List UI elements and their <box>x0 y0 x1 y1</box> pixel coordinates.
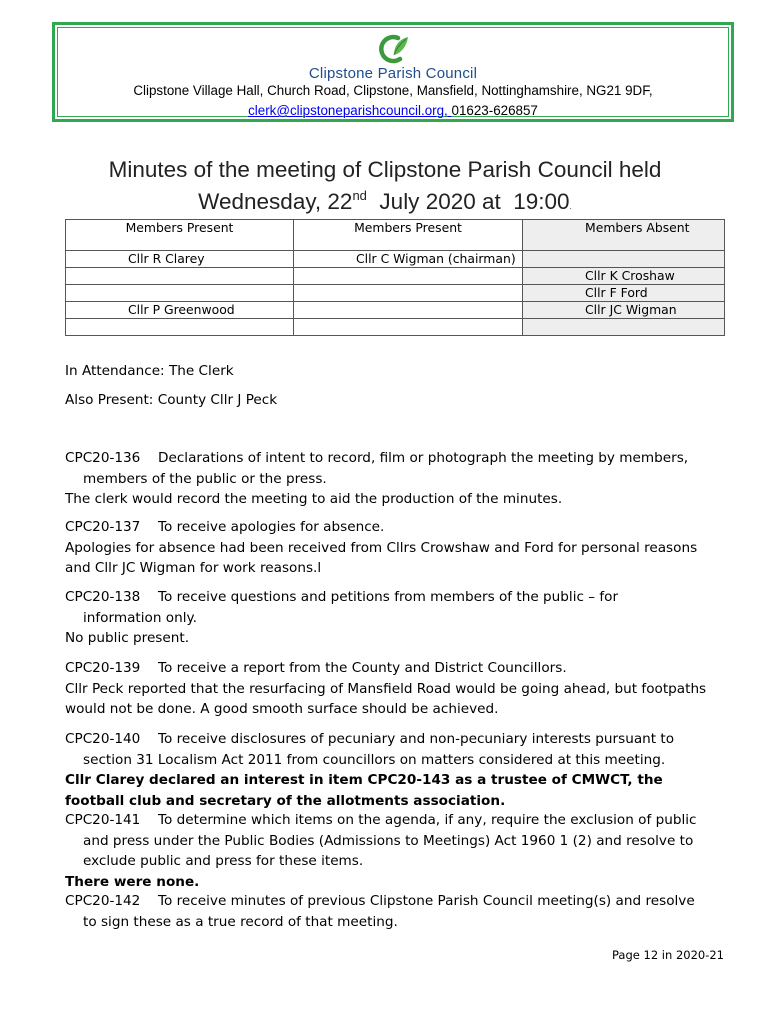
item-heading <box>65 517 725 538</box>
email-link[interactable]: clerk@clipstoneparishcouncil.org, <box>248 103 452 118</box>
title-end-dot: . <box>569 202 572 211</box>
leaf-logo-icon <box>376 33 410 65</box>
item-text: would not be done. A good smooth surface should be achieved. <box>65 701 499 717</box>
minute-item-137 <box>65 517 725 579</box>
item-text: Cllr Clarey declared an interest in item CPC20-143 as a trustee of CMWCT, the <box>65 772 663 788</box>
item-ref: CPC20-140 <box>65 731 141 747</box>
item-ref: CPC20-141 <box>65 812 141 828</box>
phone-number: 01623-626857 <box>451 103 538 118</box>
logo-text: Clipstone Parish Council <box>308 65 478 82</box>
table-header-cell: Members Present <box>294 220 523 251</box>
table-header-cell: Members Present <box>66 220 294 251</box>
page-title <box>40 154 730 223</box>
item-ref: CPC20-139 <box>65 660 141 676</box>
attendance-table <box>65 219 725 336</box>
address-line: Clipstone Village Hall, Church Road, Clipstone, Mansfield, Nottinghamshire, NG21 9DF, <box>133 83 653 98</box>
item-ref: CPC20-142 <box>65 893 141 909</box>
title-date-rest: July 2020 at 19:00 <box>366 189 570 214</box>
item-text: There were none. <box>65 873 200 890</box>
table-cell: Cllr F Ford <box>523 285 725 302</box>
item-heading-text: To receive minutes of previous Clipstone Parish Council meeting(s) and resolve <box>158 893 695 909</box>
table-cell <box>523 251 725 268</box>
item-heading-text: Declarations of intent to record, film or photograph the meeting by members, <box>158 450 689 466</box>
item-heading-cont: exclude public and press for these items. <box>83 853 364 869</box>
table-cell <box>294 285 523 302</box>
minute-item-138 <box>65 587 725 649</box>
item-heading-text: To receive a report from the County and District Councillors. <box>158 660 567 676</box>
item-text: Apologies for absence had been received from Cllrs Crowshaw and Ford for personal reasons <box>65 539 698 556</box>
item-text: No public present. <box>65 630 190 646</box>
table-row <box>66 268 725 285</box>
table-cell: Cllr R Clarey <box>66 251 294 268</box>
item-ref: CPC20-138 <box>65 589 141 605</box>
table-cell <box>294 319 523 336</box>
also-present: Also Present: County Cllr J Peck <box>65 392 278 408</box>
table-header-cell: Members Absent <box>523 220 725 251</box>
minute-item-139 <box>65 658 725 720</box>
page-number: Page 12 in 2020-21 <box>612 948 724 962</box>
table-cell <box>523 319 725 336</box>
minute-item-136 <box>65 448 725 510</box>
item-heading <box>65 448 725 469</box>
item-text: football club and secretary of the allotments association. <box>65 792 506 809</box>
table-cell <box>294 268 523 285</box>
title-date-suffix: nd <box>352 188 367 203</box>
in-attendance: In Attendance: The Clerk <box>65 363 234 379</box>
table-cell <box>66 285 294 302</box>
table-cell: Cllr C Wigman (chairman) <box>294 251 523 268</box>
title-line-2 <box>40 186 730 223</box>
table-cell <box>66 268 294 285</box>
item-heading-cont: information only. <box>83 609 197 626</box>
item-heading-cont: section 31 Localism Act 2011 from councillors on matters considered at this meeting. <box>83 751 666 768</box>
logo <box>55 33 731 82</box>
item-ref: CPC20-137 <box>65 519 141 535</box>
minute-item-141 <box>65 810 725 892</box>
item-heading <box>65 587 725 608</box>
title-date-day: Wednesday, 22 <box>198 189 353 214</box>
item-heading-cont: and press under the Public Bodies (Admissions to Meetings) Act 1960 1 (2) and resolve to <box>83 832 694 849</box>
contact-line <box>55 101 731 121</box>
item-heading-text: To receive apologies for absence. <box>158 519 385 535</box>
minute-item-140 <box>65 729 725 811</box>
item-heading-cont: to sign these as a true record of that meeting. <box>83 913 398 930</box>
table-row <box>66 319 725 336</box>
table-cell <box>66 319 294 336</box>
item-heading-text: To receive questions and petitions from members of the public – for <box>158 589 619 605</box>
address-block <box>55 81 731 121</box>
item-heading-text: To receive disclosures of pecuniary and non-pecuniary interests pursuant to <box>158 731 675 747</box>
item-heading-text: To determine which items on the agenda, if any, require the exclusion of public <box>158 812 697 828</box>
item-heading-cont: members of the public or the press. <box>83 470 327 487</box>
table-cell <box>294 302 523 319</box>
item-heading <box>65 658 725 679</box>
title-line-1: Minutes of the meeting of Clipstone Parish Council held <box>108 157 662 182</box>
table-row <box>66 251 725 268</box>
item-ref: CPC20-136 <box>65 450 141 466</box>
minute-item-142 <box>65 891 725 932</box>
table-header-row <box>66 220 725 251</box>
item-heading <box>65 810 725 831</box>
table-row <box>66 285 725 302</box>
item-heading <box>65 729 725 750</box>
letterhead-box <box>52 22 734 122</box>
table-row <box>66 302 725 319</box>
item-text: and Cllr JC Wigman for work reasons.l <box>65 560 322 576</box>
table-cell: Cllr K Croshaw <box>523 268 725 285</box>
table-cell: Cllr P Greenwood <box>66 302 294 319</box>
item-text: Cllr Peck reported that the resurfacing of Mansfield Road would be going ahead, but footpaths <box>65 680 707 697</box>
table-cell: Cllr JC Wigman <box>523 302 725 319</box>
item-heading <box>65 891 725 912</box>
item-text: The clerk would record the meeting to aid the production of the minutes. <box>65 491 563 507</box>
